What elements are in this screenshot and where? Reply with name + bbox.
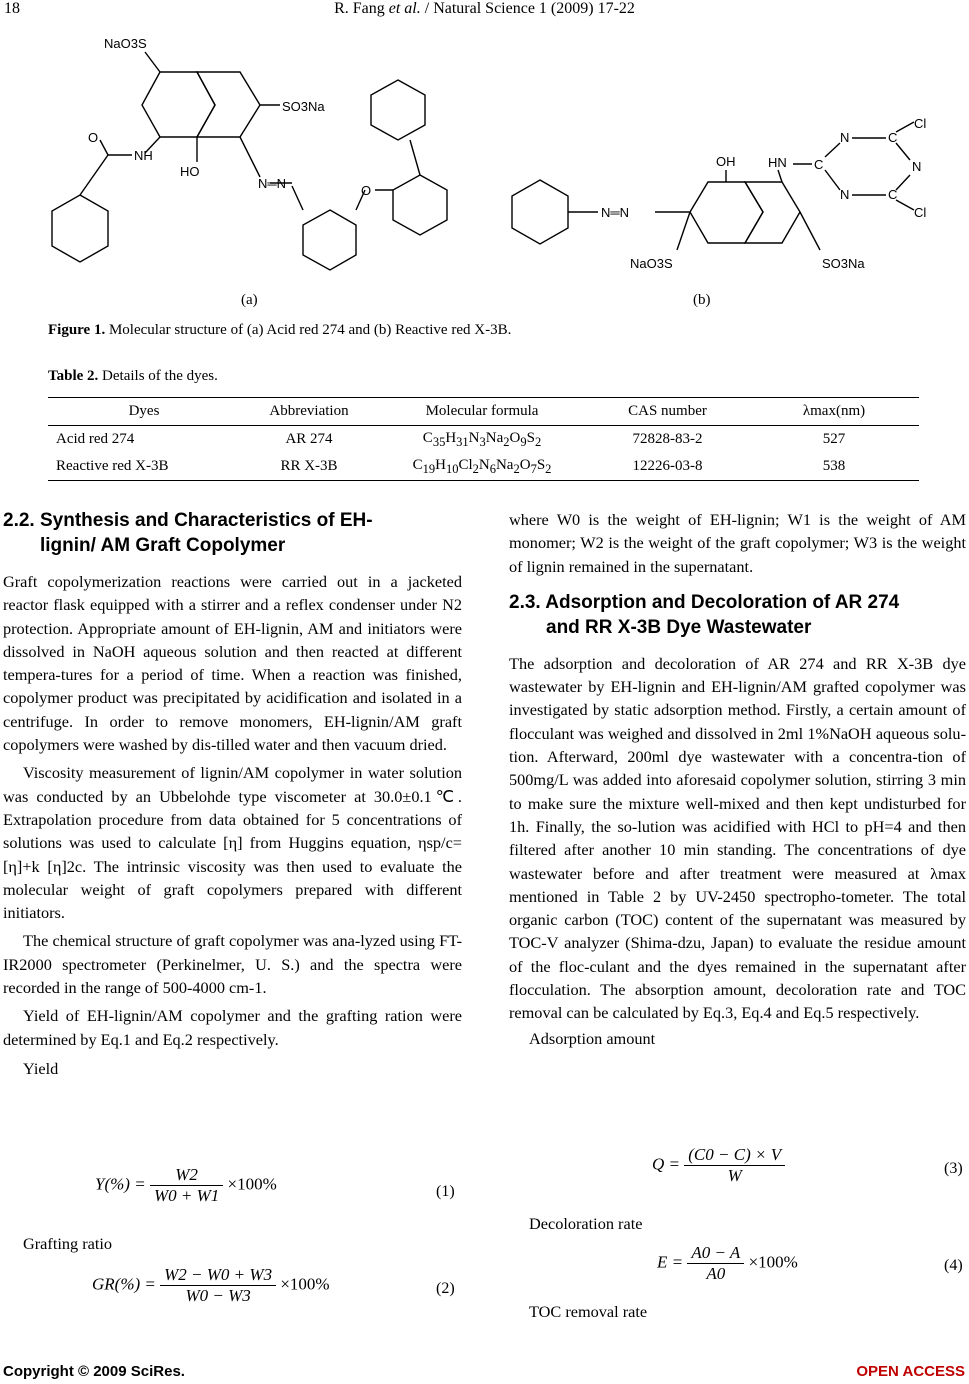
- label-toc: TOC removal rate: [529, 1302, 648, 1321]
- atom-azo: N═N: [258, 176, 286, 191]
- heading-line-1: 2.3. Adsorption and Decoloration of AR 274: [509, 591, 900, 613]
- eq1-lhs: Y(%): [95, 1174, 130, 1194]
- reactive-red-x3b-atoms: [601, 116, 926, 271]
- eq1-numerator: W2: [150, 1165, 223, 1186]
- acid-red-274-atoms: [88, 36, 371, 198]
- table-caption-label: Table 2.: [48, 368, 99, 384]
- section-heading-2-2: [3, 508, 462, 558]
- table-row: [48, 453, 919, 481]
- atom-hn: HN: [768, 155, 787, 170]
- eq4-numerator: A0 − A: [687, 1243, 744, 1264]
- atom-cl1: Cl: [914, 116, 927, 131]
- atom-so3na-b: SO3Na: [822, 256, 865, 271]
- cell-formula: $C_{19}H_{10}Cl_2N_6Na_2O_7S_2$: [412, 456, 552, 476]
- section-heading-2-3: [509, 590, 966, 640]
- atom-cl2: Cl: [914, 205, 927, 220]
- eq3-fraction: [684, 1145, 785, 1186]
- atom-c2: C: [814, 157, 824, 172]
- atom-ho: HO: [180, 164, 200, 179]
- label-yield: Yield: [23, 1058, 59, 1078]
- cell-abbr: AR 274: [285, 431, 333, 447]
- figure-caption-text: Molecular structure of (a) Acid red 274 and (b) Reactive red X-3B.: [105, 322, 512, 338]
- table-caption-text: Details of the dyes.: [98, 368, 218, 384]
- eq4-number: (4): [944, 1257, 963, 1274]
- cell-dye: Reactive red X-3B: [56, 458, 169, 474]
- atom-o: O: [88, 130, 99, 145]
- eq2-numerator: W2 − W0 + W3: [160, 1265, 276, 1286]
- eq4-fraction: [687, 1243, 744, 1284]
- equation-3: Q = $\frac{(C0 - C) \times V}{W}$: [652, 1145, 785, 1186]
- paragraph-synthesis: Graft copolymerization reactions were carried out in a jacketed reactor flask equipped with a stirrer and a reflex condenser under N2 protection. Appropriate amount of EH-lignin, AM and initiators were dissolved in NaOH aqueous solution and then reacted at different tempera-tures for a period of time. When a reaction was finished, copolymer product was precipitated by acidification and isolated in a centrifuge. In order to remove monomers, EH-lignin/AM graft copolymers were washed by dis-tilled water and then vacuum dried.: [3, 572, 462, 755]
- cell-cas: 72828-83-2: [632, 431, 703, 447]
- heading-line-1: 2.2. Synthesis and Characteristics of EH-: [3, 510, 373, 531]
- label-grafting: Grafting ratio: [23, 1234, 113, 1253]
- page-header: [0, 0, 969, 22]
- atom-so3na: SO3Na: [282, 99, 325, 114]
- paragraph-viscosity: Viscosity measurement of lignin/AM copolymer in water solution was conducted by an Ubbelohde type viscometer at 30.0±0.1℃. Extrapolation procedure from data obtained for 5 concentrations of solutions was used to calculate [η] from Huggins equation, ηsp/c=[η]+k [η]2c. The intrinsic viscosity was then used to evaluate the molecular weight of graft copolymers prepared with different initiators.: [3, 763, 462, 923]
- paragraph-weights: where W0 is the weight of EH-lignin; W1 is the weight of AM monomer; W2 is the weight of the graft copolymer; W3 is the weight of lignin remained in the supernatant.: [509, 510, 966, 576]
- table-caption: [48, 368, 218, 385]
- right-column: [509, 508, 966, 1050]
- structure-reactive-red-x3b: [512, 122, 914, 250]
- equation-2: GR(%) = $\frac{W2 - W0 + W3}{W0 - W3}$ ×100%: [92, 1265, 330, 1305]
- heading-line-2: and RR X-3B Dye Wastewater: [546, 616, 812, 638]
- table-row: [48, 426, 919, 454]
- atom-c1: C: [888, 130, 898, 145]
- atom-naso3: NaO3S: [104, 36, 147, 51]
- page-number: 18: [4, 0, 20, 17]
- cell-cas: 12226-03-8: [632, 458, 703, 474]
- eq3-lhs: Q: [652, 1154, 665, 1174]
- eq1-fraction: [150, 1165, 223, 1206]
- paragraph-yield: Yield of EH-lignin/AM copolymer and the grafting ration were determined by Eq.1 and Eq.2 respectively.: [3, 1006, 462, 1049]
- atom-n3: N: [840, 187, 850, 202]
- col-header-abbreviation: Abbreviation: [269, 403, 349, 419]
- eq1-number: (1): [436, 1183, 455, 1200]
- eq2-lhs: GR(%): [92, 1274, 141, 1294]
- footer-open-access: OPEN ACCESS: [856, 1363, 965, 1380]
- col-header-lmax: λmax(nm): [802, 403, 866, 419]
- cell-lmax: 527: [822, 431, 846, 447]
- dyes-table: [48, 397, 919, 481]
- heading-line-2: lignin/ AM Graft Copolymer: [40, 535, 286, 556]
- eq2-tail: ×100%: [280, 1274, 330, 1294]
- cell-dye: Acid red 274: [56, 431, 135, 447]
- atom-naso3-b: NaO3S: [630, 256, 673, 271]
- col-header-formula: Molecular formula: [425, 403, 539, 419]
- footer-copyright: Copyright © 2009 SciRes.: [3, 1363, 185, 1380]
- atom-n1: N: [840, 130, 850, 145]
- atom-oh: OH: [716, 154, 736, 169]
- running-title: R. Fang et al. / Natural Science 1 (2009) 17-22: [334, 0, 635, 17]
- structure-acid-red-274: [52, 52, 447, 270]
- atom-c3: C: [888, 187, 898, 202]
- atom-o-ether: O: [361, 183, 372, 198]
- eq3-numerator: (C0 − C) × V: [684, 1145, 785, 1166]
- paragraph-adsorption: The adsorption and decoloration of AR 274 and RR X-3B dye wastewater by EH-lignin and EH-lignin/AM grafted copolymer was investigated by static adsorption method. Firstly, a certain amount of flocculant was weighed and dissolved in 2ml 1%NaOH aqueous solu-tion. Afterward, 200ml dye wastewater with a concentra-tion of 500mg/L was added into aforesaid copolymer solution, stirring 3 min to make sure the mixture well-mixed and then kept undisturbed for 1h. Finally, the so-lution was acidified with HCl to pH=4 and then filtered after another 10 min standing. The concentrations of dye wastewater before and after treatment were measured at λmax mentioned in Table 2 by UV-2450 spectropho-tometer. The total organic carbon (TOC) content of the supernatant was measured by TOC-V analyzer (Shima-dzu, Japan) to evaluate the residue amount of the floc-culant and the dyes remained in the supernatant after flocculation. The absorption amount, decoloration rate and TOC removal can be calculated by Eq.3, Eq.4 and Eq.5 respectively.: [509, 653, 966, 1023]
- label-decoloration: Decoloration rate: [529, 1214, 643, 1233]
- equation-4: E = $\frac{A0 - A}{A0}$ ×100%: [657, 1243, 798, 1283]
- eq2-number: (2): [436, 1280, 455, 1297]
- col-header-cas: CAS number: [628, 403, 707, 419]
- left-column: [3, 508, 462, 1080]
- atom-azo-b: N═N: [601, 205, 629, 220]
- figure-caption-label: Figure 1.: [48, 322, 106, 338]
- cell-lmax: 538: [822, 458, 846, 474]
- eq4-tail: ×100%: [748, 1252, 798, 1272]
- figure-1-structures: [0, 30, 969, 320]
- eq2-denominator: W0 − W3: [185, 1286, 251, 1305]
- atom-nh: NH: [134, 148, 153, 163]
- panel-a-label: (a): [241, 292, 258, 308]
- eq1-tail: ×100%: [227, 1174, 277, 1194]
- eq4-denominator: A0: [706, 1264, 726, 1283]
- panel-b-label: (b): [693, 292, 711, 308]
- eq4-lhs: E: [657, 1252, 668, 1272]
- eq2-fraction: [160, 1265, 276, 1306]
- cell-formula: $C_{35}H_{31}N_3Na_2O_9S_2$: [422, 429, 542, 449]
- atom-n2: N: [912, 159, 922, 174]
- cell-abbr: RR X-3B: [280, 458, 338, 474]
- table-header-row: [48, 398, 919, 426]
- equation-1: Y(%) = $\frac{W2}{W0 + W1}$ ×100%: [95, 1165, 277, 1205]
- eq1-denominator: W0 + W1: [153, 1186, 220, 1205]
- figure-caption: [48, 322, 511, 339]
- col-header-dyes: Dyes: [128, 403, 160, 419]
- eq3-number: (3): [944, 1160, 963, 1177]
- label-adsorption: Adsorption amount: [529, 1028, 656, 1048]
- eq3-denominator: W: [727, 1166, 742, 1185]
- paragraph-ftir: The chemical structure of graft copolymer was ana-lyzed using FT-IR2000 spectrometer (Perkinelmer, U. S.) and the spectra were recorded in the range of 500-4000 cm-1.: [3, 931, 462, 998]
